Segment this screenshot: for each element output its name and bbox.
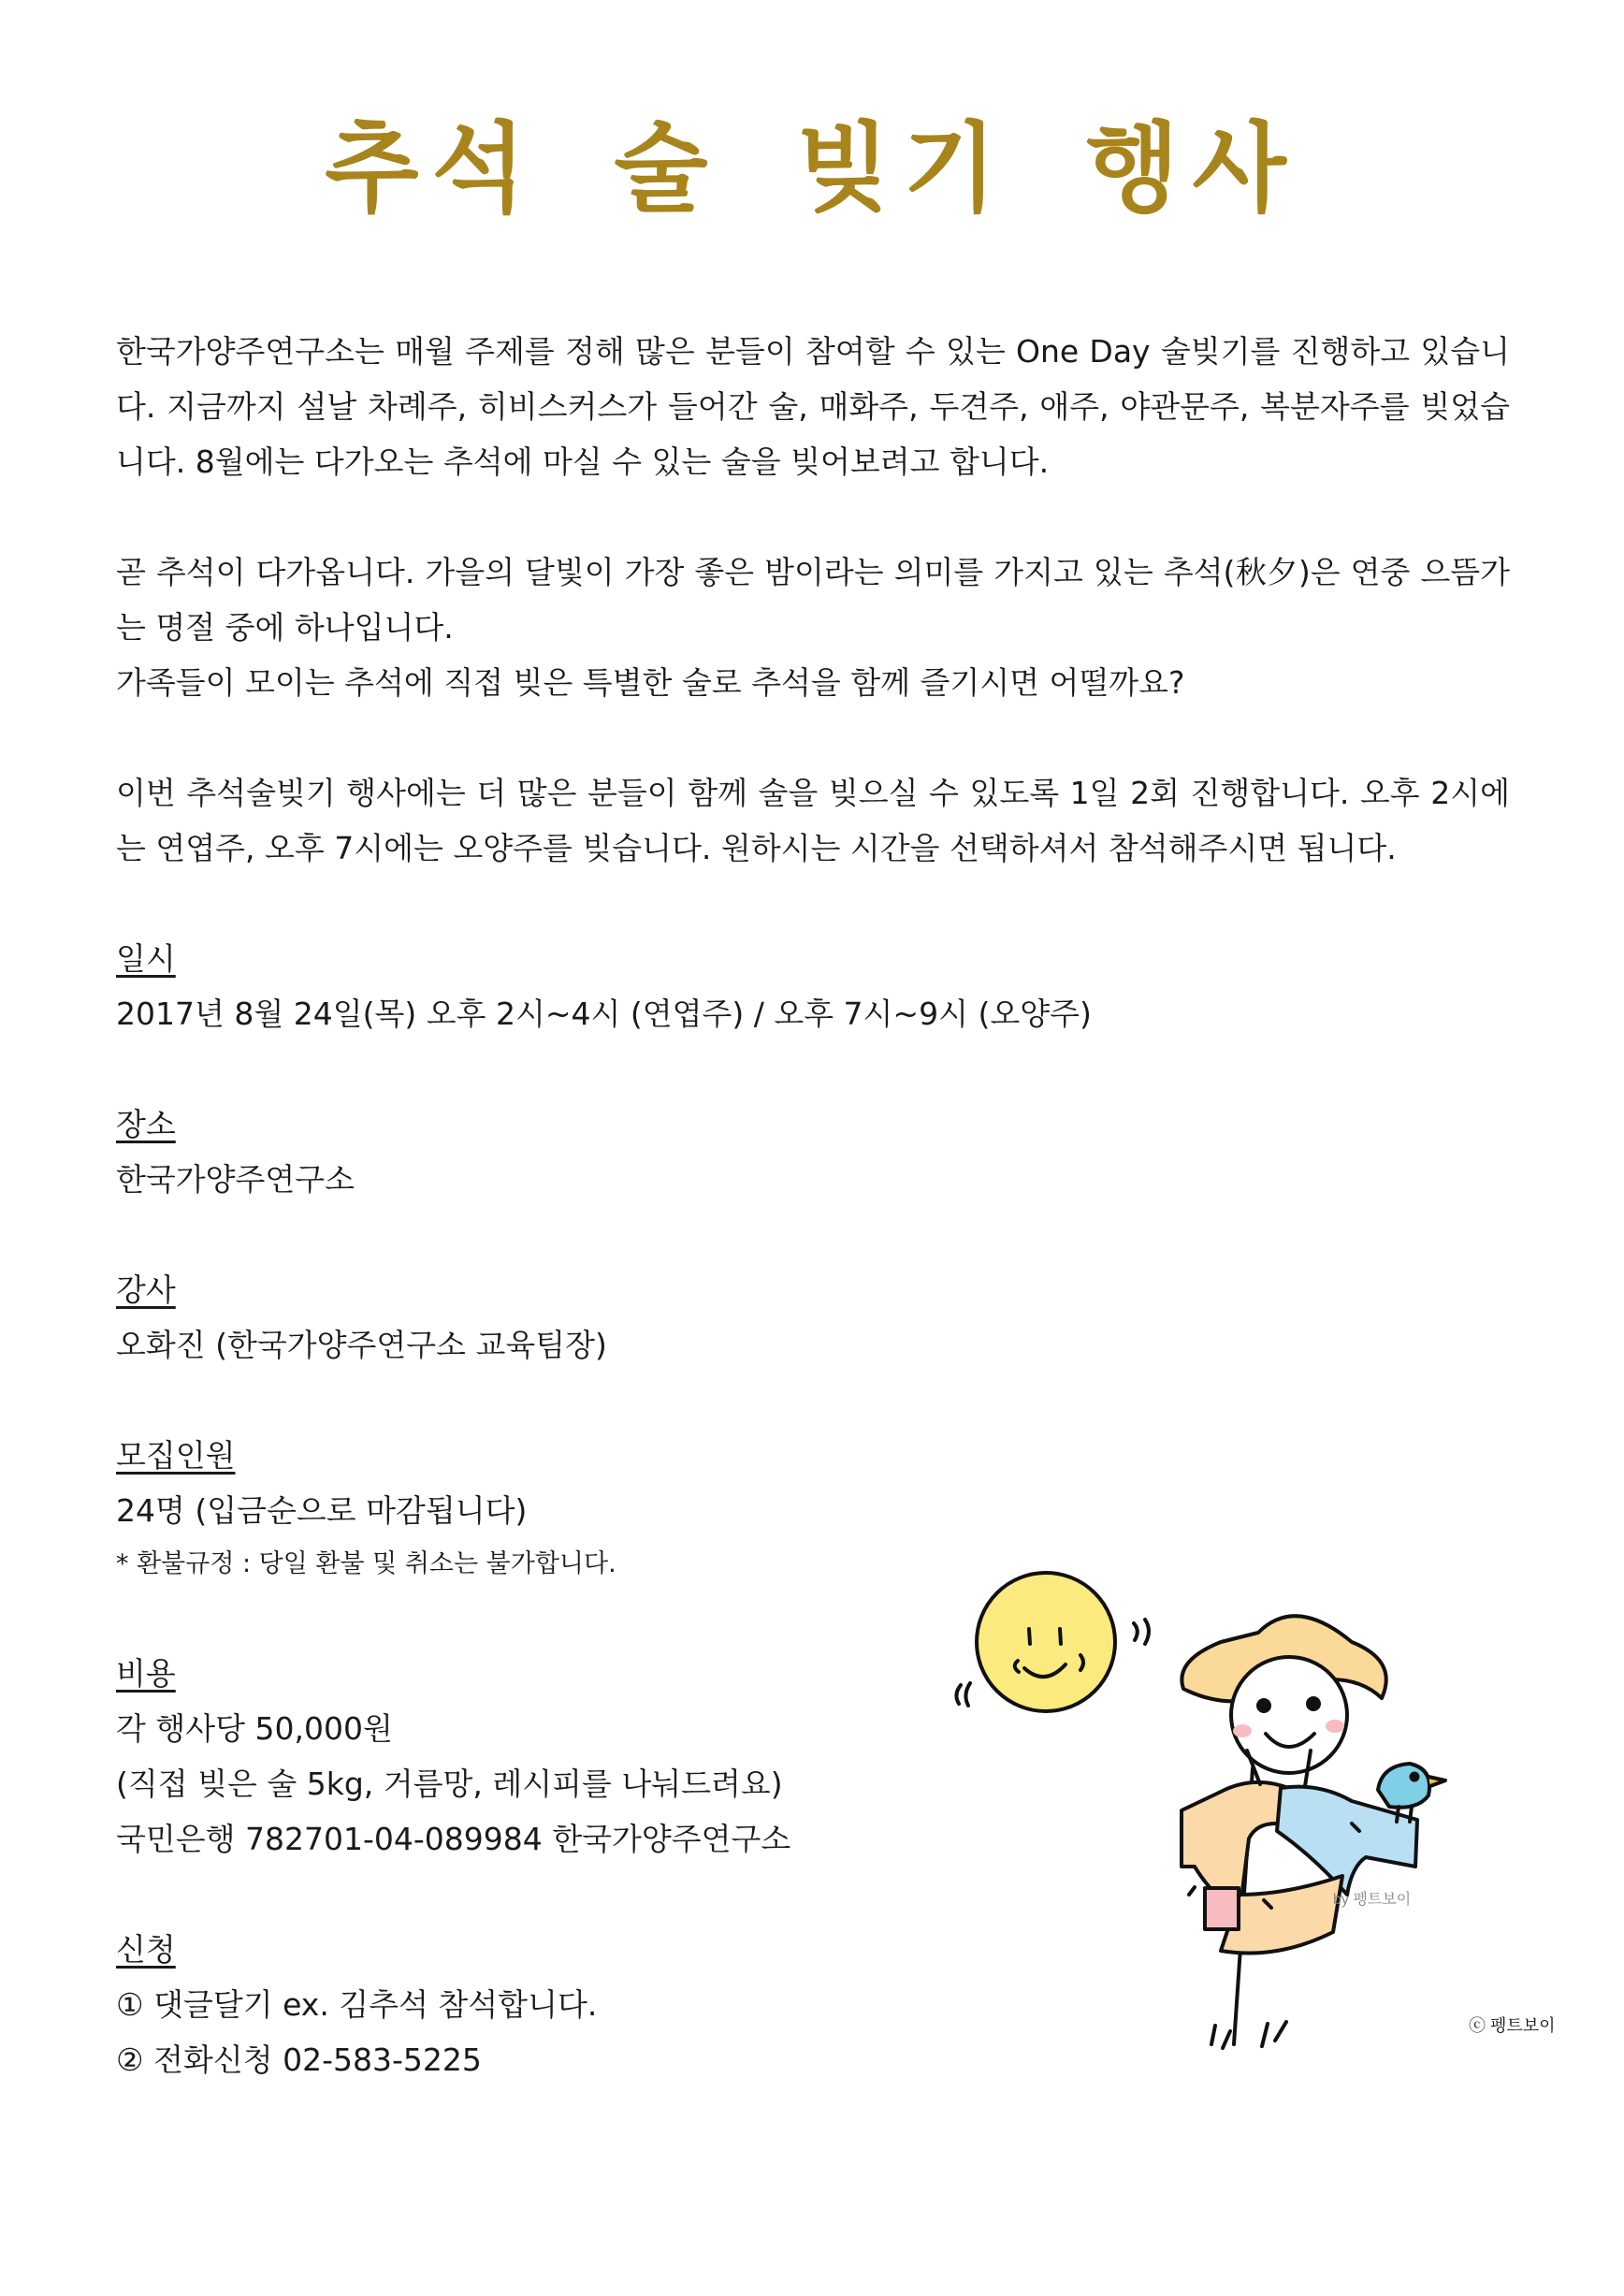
section-location bbox=[116, 1097, 1510, 1207]
section-heading: 신청 bbox=[116, 1931, 176, 1968]
apply-method-phone: ② 전화신청 02-583-5225 bbox=[116, 2042, 482, 2078]
section-heading: 일시 bbox=[116, 940, 176, 977]
intro-paragraph bbox=[116, 545, 1510, 710]
section-line: 24명 (입금순으로 마감됩니다) bbox=[116, 1492, 528, 1529]
section-schedule bbox=[116, 931, 1510, 1041]
section-heading: 비용 bbox=[116, 1655, 176, 1692]
section-instructor bbox=[116, 1262, 1510, 1373]
smiling-sun-icon bbox=[956, 1573, 1149, 1711]
page-title: 추석 술 빚기 행사 bbox=[325, 111, 1299, 225]
refund-note: * 환불규정 : 당일 환불 및 취소는 불가합니다. bbox=[116, 1549, 616, 1578]
copyright-mark: ⓒ 펭트보이 bbox=[1469, 2016, 1556, 2035]
section-heading: 장소 bbox=[116, 1106, 176, 1142]
paragraph-text: 한국가양주연구소는 매월 주제를 정해 많은 분들이 참여할 수 있는 One Day 술빚기를 진행하고 있습니다. 지금까지 설날 차례주, 히비스커스가 들어간 술, 매화주, 두견주, 애주, 야관문주, 복분자주를 빚었습니다. 8월에는 다가오는 추석에 마실 수 있는 술을 빚어보려고 합니다. bbox=[116, 333, 1510, 480]
paragraph-text: 가족들이 모이는 추석에 직접 빚은 특별한 술로 추석을 함께 즐기시면 어떨까요? bbox=[116, 664, 1185, 701]
scarecrow-illustration bbox=[950, 1558, 1586, 2063]
section-heading: 모집인원 bbox=[116, 1437, 236, 1474]
section-line: 오화진 (한국가양주연구소 교육팀장) bbox=[116, 1327, 607, 1363]
section-line: (직접 빚은 술 5kg, 거름망, 레시피를 나눠드려요) bbox=[116, 1766, 783, 1802]
paragraph-text: 이번 추석술빚기 행사에는 더 많은 분들이 함께 술을 빚으실 수 있도록 1일 2회 진행합니다. 오후 2시에는 연엽주, 오후 7시에는 오양주를 빚습니다. 원하시는 시간을 선택하셔서 참석해주시면 됩니다. bbox=[116, 775, 1510, 866]
section-line: 각 행사당 50,000원 bbox=[116, 1710, 393, 1747]
illustration-caption: by 펭트보이 bbox=[1333, 1892, 1412, 1908]
bank-account: 국민은행 782701-04-089984 한국가양주연구소 bbox=[116, 1821, 791, 1857]
intro-paragraph bbox=[116, 765, 1510, 876]
apply-method-comment: ① 댓글달기 ex. 김추석 참석합니다. bbox=[116, 1986, 598, 2023]
paragraph-text: 곧 추석이 다가옵니다. 가을의 달빛이 가장 좋은 밤이라는 의미를 가지고 있는 추석(秋夕)은 연중 으뜸가는 명절 중에 하나입니다. bbox=[116, 554, 1510, 646]
intro-paragraph bbox=[116, 324, 1510, 489]
scarecrow-icon bbox=[1182, 1616, 1417, 2048]
section-line: 2017년 8월 24일(목) 오후 2시~4시 (연엽주) / 오후 7시~9시 (오양주) bbox=[116, 995, 1092, 1032]
section-line: 한국가양주연구소 bbox=[116, 1161, 355, 1198]
section-heading: 강사 bbox=[116, 1272, 176, 1308]
